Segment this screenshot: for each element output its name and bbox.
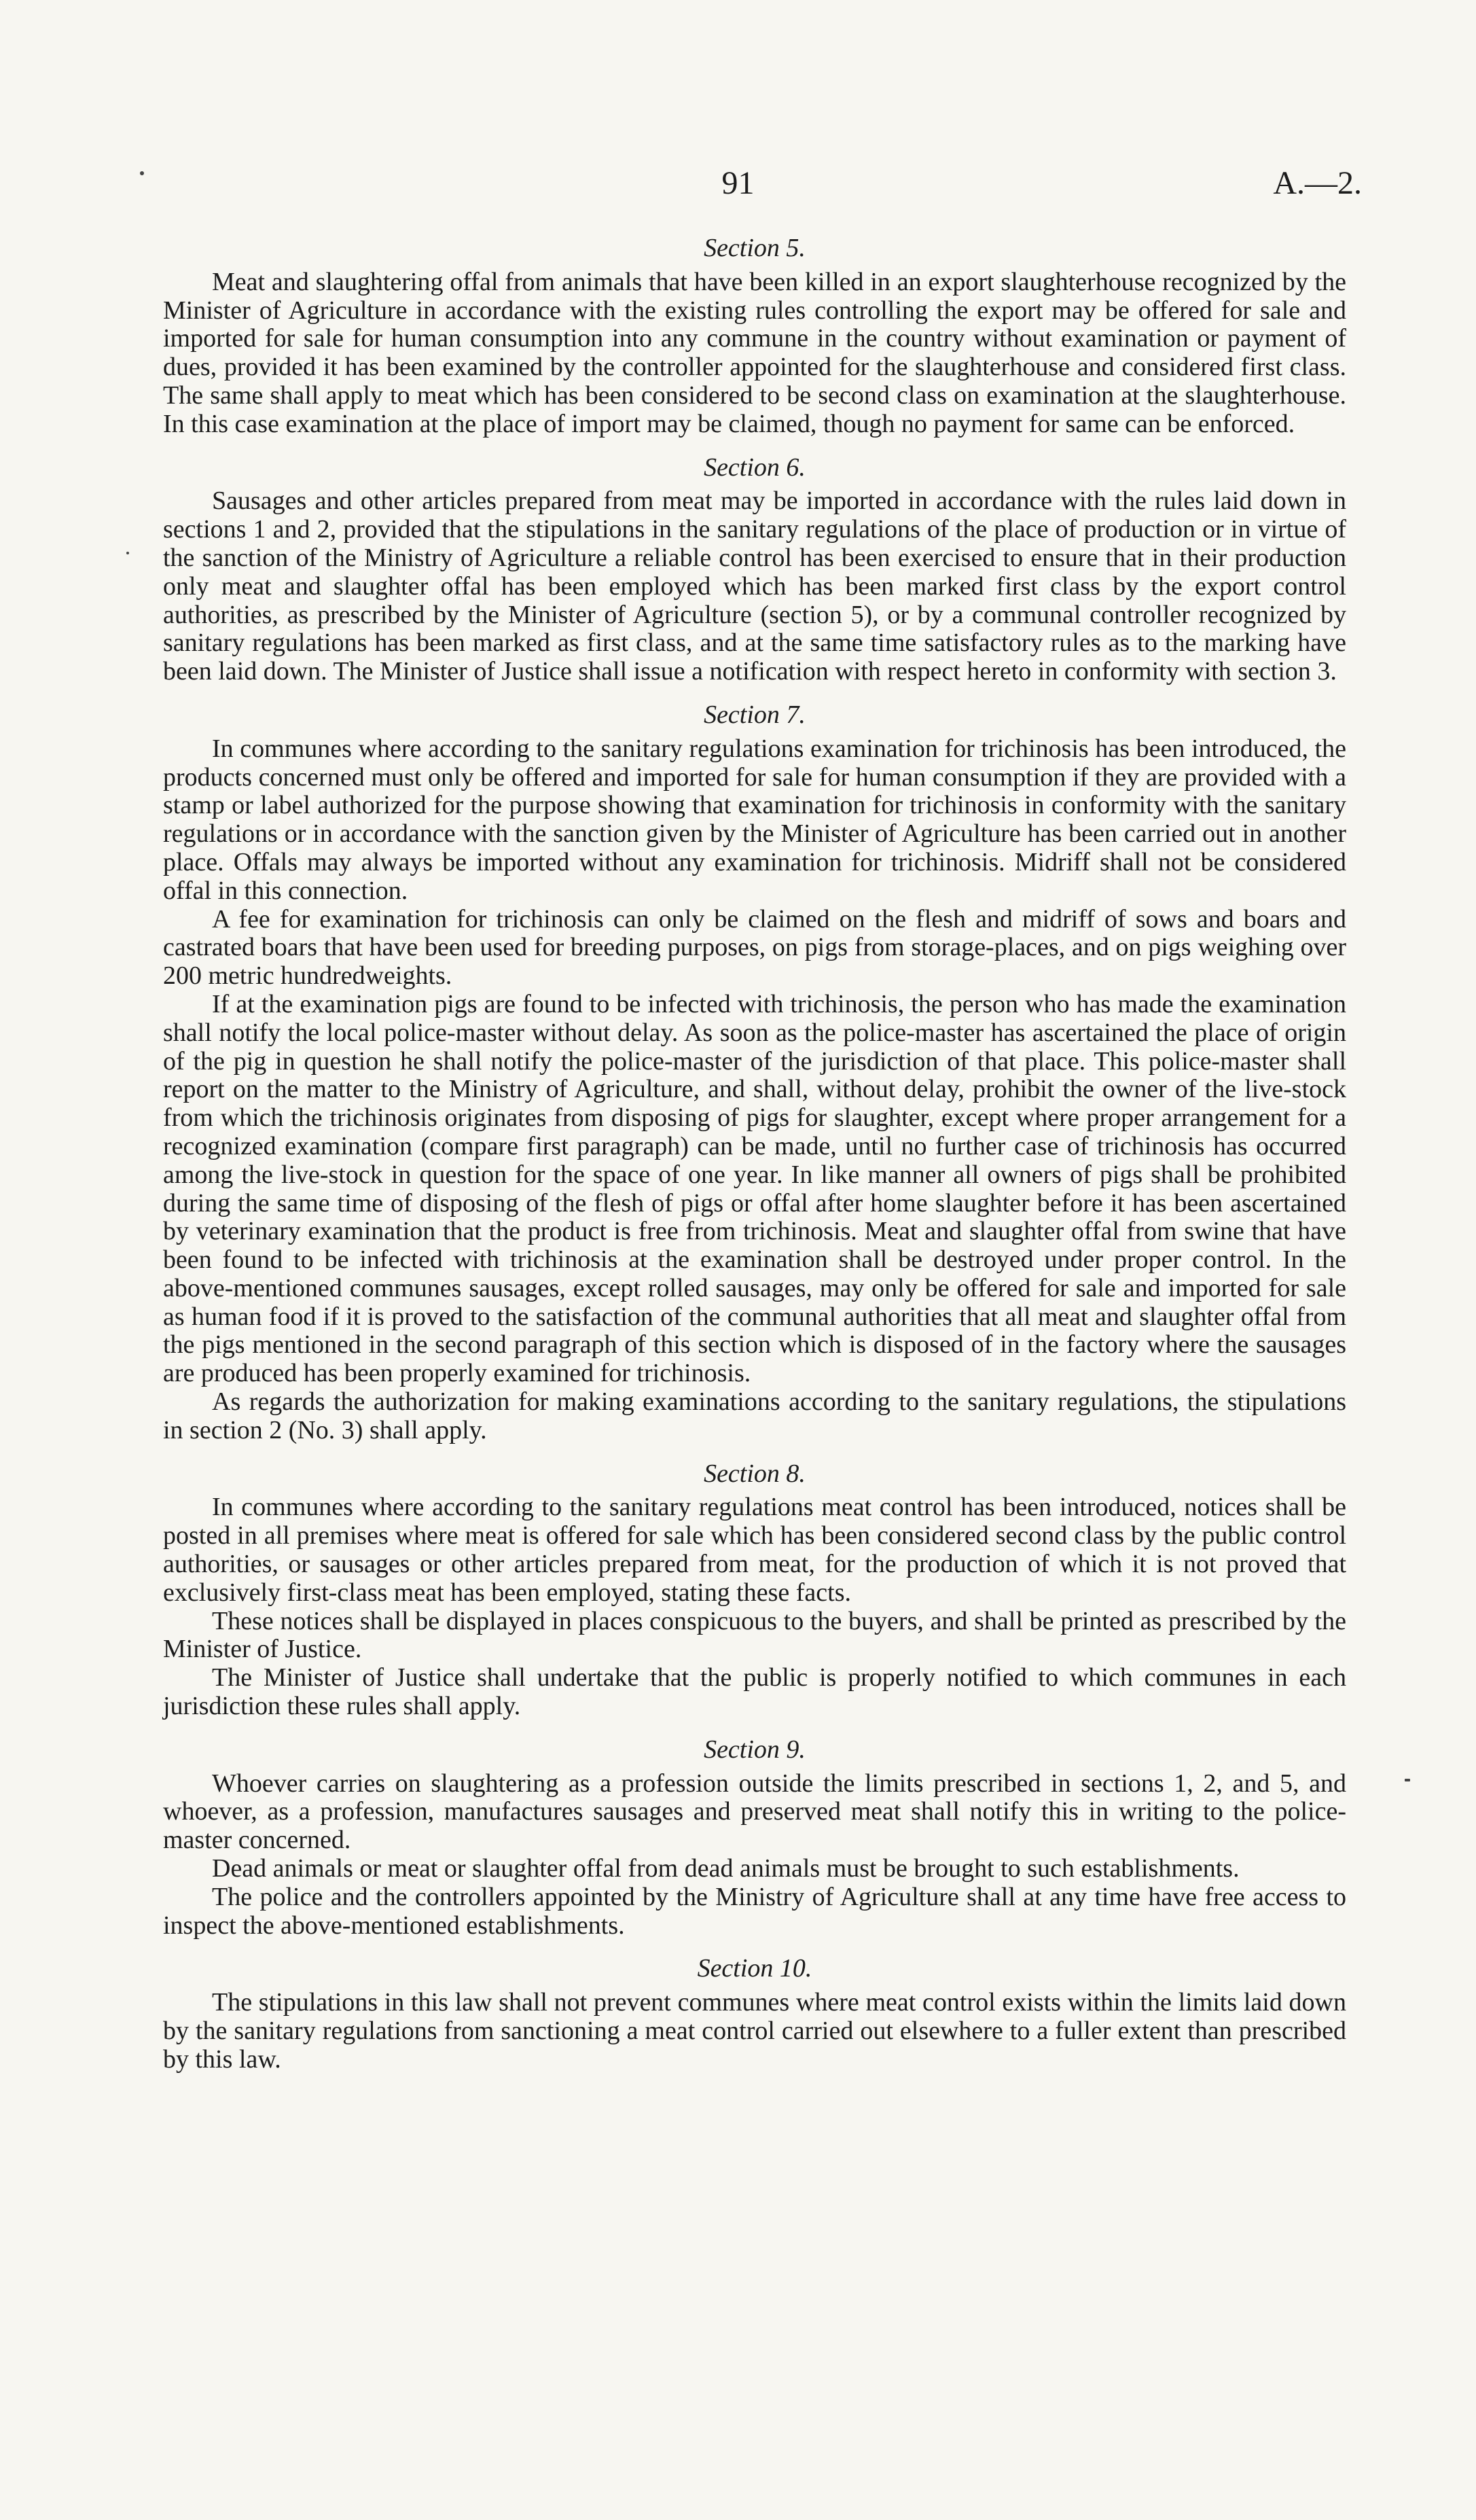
section-heading: Section 7.	[704, 700, 806, 729]
scan-speck	[1405, 1779, 1410, 1781]
section-heading: Section 6.	[704, 452, 806, 482]
document-body	[163, 234, 1346, 2089]
section-paragraph: Dead animals or meat or slaughter offal from dead animals must be brought to such establishments.	[212, 1854, 1240, 1883]
section-7	[163, 701, 1346, 1445]
section-heading: Section 9.	[704, 1735, 806, 1764]
section-heading: Section 10.	[697, 1954, 812, 1983]
section-paragraph: The police and the controllers appointed by the Ministry of Agriculture shall at any time have free access to inspect the above-mentioned establishments.	[163, 1882, 1346, 1940]
section-paragraph: Whoever carries on slaughtering as a profession outside the limits prescribed in sections 1, 2, and 5, and whoever, as a profession, manufactures sausages and preserved meat shall notify this in writing to the police-master concerned.	[163, 1769, 1346, 1855]
section-9	[163, 1736, 1346, 1940]
section-paragraph: Sausages and other articles prepared from meat may be imported in accordance with the rules laid down in sections 1 and 2, provided that the stipulations in the sanitary regulations of the place of production or in virtue of the sanction of the Ministry of Agriculture a reliable control has been exercised to ensure that in their production only meat and slaughter offal has been employed which has been marked first class by the export control authorities, as prescribed by the Minister of Agriculture (section 5), or by a communal controller recognized by sanitary regulations has been marked as first class, and at the same time satisfactory rules as to the marking have been laid down. The Minister of Justice shall issue a notification with respect hereto in conformity with section 3.	[163, 486, 1346, 686]
section-paragraph: As regards the authorization for making examinations according to the sanitary regulations, the stipulations in section 2 (No. 3) shall apply.	[163, 1387, 1346, 1444]
section-paragraph: If at the examination pigs are found to be infected with trichinosis, the person who has made the examination shall notify the local police-master without delay. As soon as the police-master has ascertained the place of origin of the pig in question he shall notify the police-master of the jurisdiction of that place. This police-master shall report on the matter to the Ministry of Agriculture, and shall, without delay, prohibit the owner of the live-stock from which the trichinosis originates from disposing of pigs for slaughter, except where proper arrangement for a recognized examination (compare first paragraph) can be made, until no further case of trichinosis has occurred among the live-stock in question for the space of one year. In like manner all owners of pigs shall be prohibited during the same time of disposing of the flesh of pigs or offal after home slaughter before it has been ascertained by veterinary examination that the product is free from trichinosis. Meat and slaughter offal from swine that have been found to be infected with trichinosis at the examination shall be destroyed under proper control. In the above-mentioned communes sausages, except rolled sausages, may only be offered for sale and imported for sale as human food if it is proved to the satisfaction of the communal authorities that all meat and slaughter offal from the pigs mentioned in the second paragraph of this section which is disposed of in the factory where the sausages are produced has been properly examined for trichinosis.	[163, 989, 1346, 1388]
section-paragraph: The Minister of Justice shall undertake that the public is properly notified to which communes in each jurisdiction these rules shall apply.	[163, 1663, 1346, 1721]
paper-reference: A.—2.	[1273, 165, 1362, 201]
section-paragraph: Meat and slaughtering offal from animals that have been killed in an export slaughterhouse recognized by the Minister of Agriculture in accordance with the existing rules controlling the export may be offered for sale and imported for sale for human consumption into any commune in the country without examination or payment of dues, provided it has been examined by the controller appointed for the slaughterhouse and considered first class. The same shall apply to meat which has been considered to be second class on examination at the slaughterhouse. In this case examination at the place of import may be claimed, though no payment for same can be enforced.	[163, 267, 1346, 438]
section-6	[163, 454, 1346, 686]
section-8	[163, 1460, 1346, 1721]
section-paragraph: In communes where according to the sanitary regulations examination for trichinosis has been introduced, the products concerned must only be offered and imported for sale for human consumption if they are provided with a stamp or label authorized for the purpose showing that examination for trichinosis in conformity with the sanitary regulations or in accordance with the sanction given by the Minister of Agriculture has been carried out in another place. Offals may always be imported without any examination for trichinosis. Midriff shall not be considered offal in this connection.	[163, 734, 1346, 905]
section-5	[163, 234, 1346, 439]
section-paragraph: The stipulations in this law shall not prevent communes where meat control exists within the limits laid down by the sanitary regulations from sanctioning a meat control carried out elsewhere to a fuller extent than prescribed by this law.	[163, 1988, 1346, 2074]
section-paragraph: A fee for examination for trichinosis can only be claimed on the flesh and midriff of sows and boars and castrated boars that have been used for breeding purposes, on pigs from storage-places, and on pigs weighing over 200 metric hundredweights.	[163, 904, 1346, 991]
section-heading: Section 5.	[704, 234, 806, 262]
section-paragraph: In communes where according to the sanitary regulations meat control has been introduced, notices shall be posted in all premises where meat is offered for sale which has been considered second class by the public control authorities, or sausages or other articles prepared from meat, for the production of which it is not proved that exclusively first-class meat has been employed, stating these facts.	[163, 1493, 1346, 1607]
page-number: 91	[721, 165, 755, 201]
scan-speck	[126, 552, 129, 554]
section-heading: Section 8.	[704, 1459, 806, 1488]
section-paragraph: These notices shall be displayed in places conspicuous to the buyers, and shall be printed as prescribed by the Minister of Justice.	[163, 1606, 1346, 1664]
scan-speck	[140, 171, 144, 175]
section-10	[163, 1955, 1346, 2074]
